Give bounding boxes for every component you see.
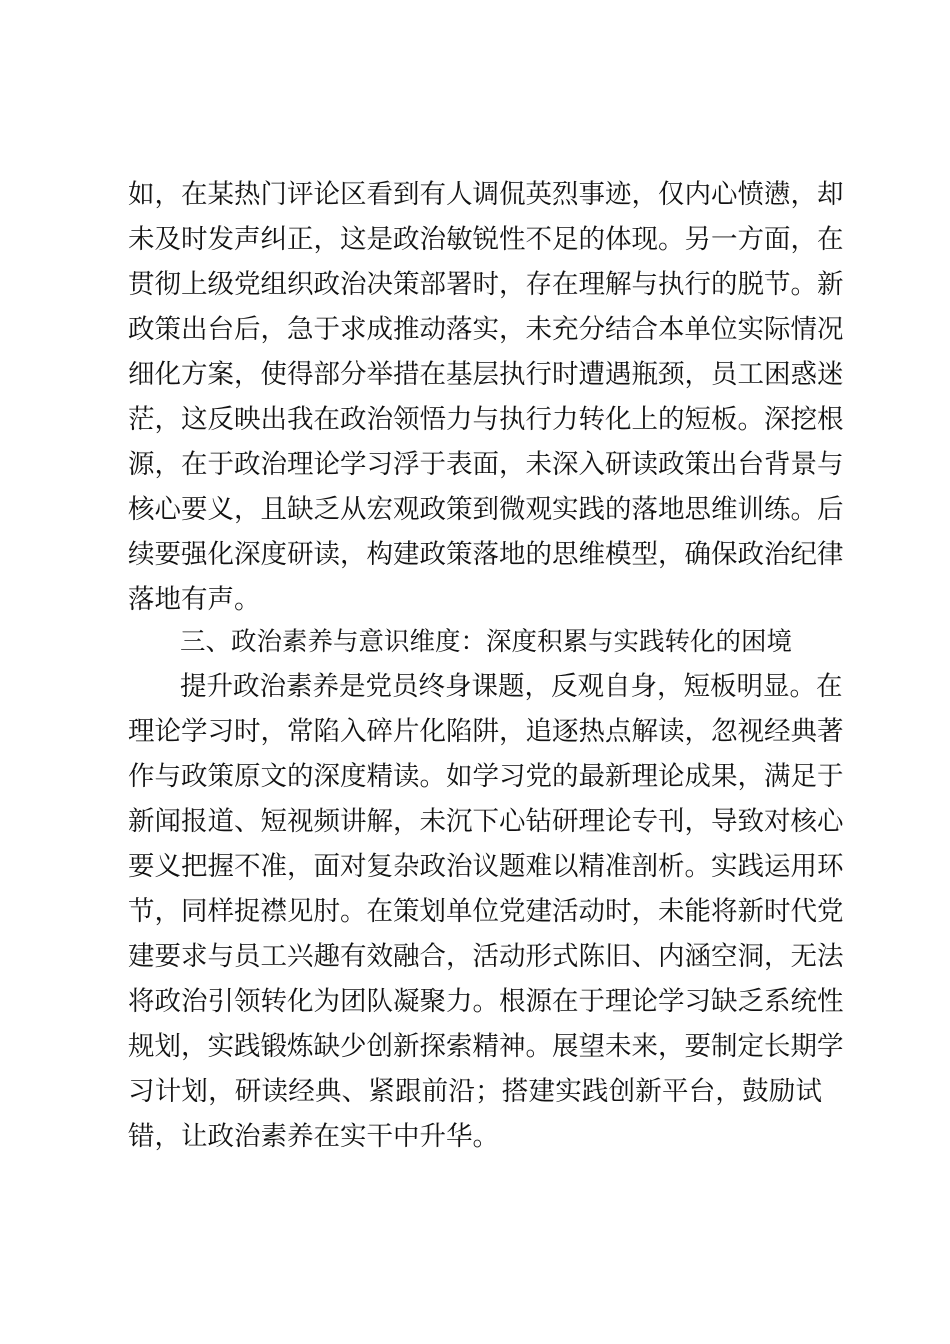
paragraph-line: 提升政治素养是党员终身课题，反观自身，短板明显。在	[180, 671, 843, 702]
paragraph-line: 建要求与员工兴趣有效融合，活动形式陈旧、内涵空洞，无法	[128, 941, 844, 972]
paragraph-line: 续要强化深度研读，构建政策落地的思维模型，确保政治纪律	[128, 539, 844, 570]
section-heading: 三、政治素养与意识维度：深度积累与实践转化的困境	[180, 627, 793, 657]
paragraph-line: 源，在于政治理论学习浮于表面，未深入研读政策出台背景与	[128, 449, 844, 480]
paragraph-line: 习计划，研读经典、紧跟前沿；搭建实践创新平台，鼓励试	[128, 1076, 822, 1107]
paragraph-line: 要义把握不准，面对复杂政治议题难以精准剖析。实践运用环	[128, 851, 844, 882]
paragraph-line: 政策出台后，急于求成推动落实，未充分结合本单位实际情况	[128, 314, 844, 345]
paragraph-line: 错，让政治素养在实干中升华。	[128, 1121, 499, 1152]
paragraph-line: 作与政策原文的深度精读。如学习党的最新理论成果，满足于	[128, 761, 844, 792]
paragraph-line: 贯彻上级党组织政治决策部署时，存在理解与执行的脱节。新	[128, 269, 844, 300]
paragraph-line: 如，在某热门评论区看到有人调侃英烈事迹，仅内心愤懑，却	[128, 179, 844, 210]
paragraph-line: 茫，这反映出我在政治领悟力与执行力转化上的短板。深挖根	[128, 404, 844, 435]
paragraph-line: 细化方案，使得部分举措在基层执行时遭遇瓶颈，员工困惑迷	[128, 359, 844, 390]
paragraph-line: 落地有声。	[128, 584, 261, 615]
paragraph-line: 节，同样捉襟见肘。在策划单位党建活动时，未能将新时代党	[128, 896, 844, 927]
paragraph-line: 将政治引领转化为团队凝聚力。根源在于理论学习缺乏系统性	[128, 986, 844, 1017]
paragraph-line: 理论学习时，常陷入碎片化陷阱，追逐热点解读，忽视经典著	[128, 716, 844, 747]
paragraph-line: 核心要义，且缺乏从宏观政策到微观实践的落地思维训练。后	[128, 494, 844, 525]
paragraph-line: 未及时发声纠正，这是政治敏锐性不足的体现。另一方面，在	[128, 224, 844, 255]
paragraph-line: 规划，实践锻炼缺少创新探索精神。展望未来，要制定长期学	[128, 1031, 844, 1062]
paragraph-line: 新闻报道、短视频讲解，未沉下心钻研理论专刊，导致对核心	[128, 806, 844, 837]
